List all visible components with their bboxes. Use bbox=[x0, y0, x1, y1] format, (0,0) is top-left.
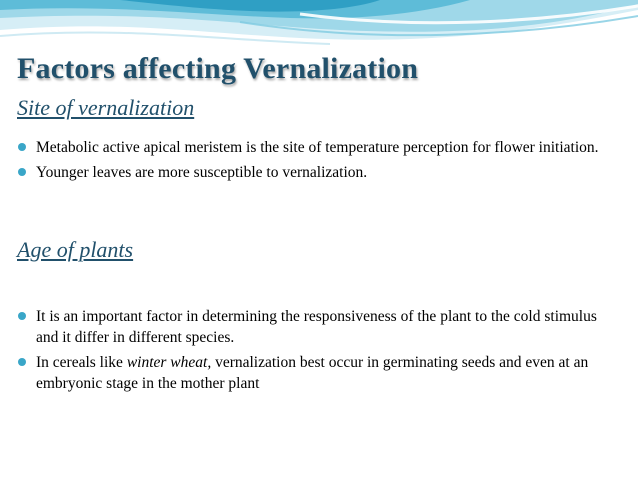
bullet-icon bbox=[18, 143, 26, 151]
list-item bbox=[17, 137, 607, 158]
list-item bbox=[17, 306, 607, 348]
slide-title: Factors affecting Vernalization bbox=[17, 52, 419, 85]
bullet-icon bbox=[18, 312, 26, 320]
list-item bbox=[17, 162, 607, 183]
bullet-icon bbox=[18, 168, 26, 176]
bullet-text: It is an important factor in determining the responsiveness of the plant to the cold stimulus and it differ in different species. bbox=[36, 308, 597, 346]
bullet-list-age bbox=[17, 306, 607, 398]
bullet-text: Metabolic active apical meristem is the site of temperature perception for flower initiation. bbox=[36, 139, 599, 156]
bullet-text-start: In cereals like bbox=[36, 354, 127, 371]
bullet-text bbox=[36, 354, 588, 392]
bullet-icon bbox=[18, 358, 26, 366]
section-heading-age: Age of plants bbox=[17, 237, 134, 262]
list-item bbox=[17, 352, 607, 394]
bullet-text-italic: winter wheat, bbox=[126, 354, 212, 371]
bullet-text: Younger leaves are more susceptible to vernalization. bbox=[36, 164, 368, 181]
bullet-text-end: vernalization best occur in germinating seeds and even at an embryonic stage in the mother plant bbox=[36, 354, 589, 392]
section-heading-site: Site of vernalization bbox=[17, 95, 195, 120]
bullet-list-site bbox=[17, 137, 607, 187]
